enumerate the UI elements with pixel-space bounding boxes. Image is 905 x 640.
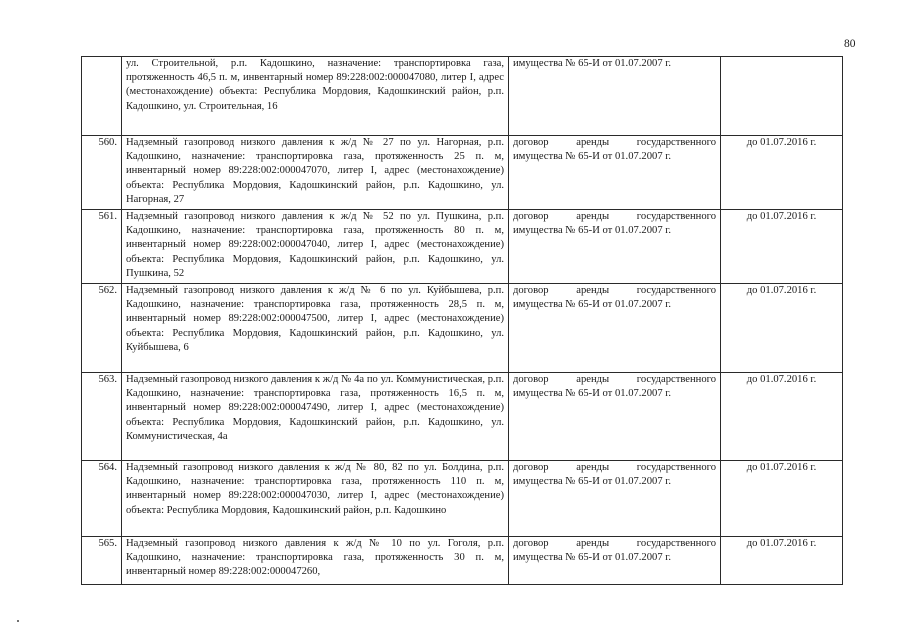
lease-agreement: договор аренды государственного имущества № 65-И от 01.07.2007 г. [509,136,721,210]
lease-agreement: договор аренды государственного имущества № 65-И от 01.07.2007 г. [509,537,721,585]
object-description: Надземный газопровод низкого давления к ж/д № 4а по ул. Коммунистическая, р.п. Кадошкино, назначение: транспортировка газа, протяженность 16,5 п. м, инвентарный номер 89:228:002:000047490, литер I, адрес (местонахождение) объекта: Республика Мордовия, Кадошкинский район, р.п. Кадошкино, ул. Коммунистическая, 4а [122,373,509,461]
row-number: 565. [82,537,122,585]
row-number [82,57,122,136]
table-row [82,284,843,373]
lease-term: до 01.07.2016 г. [721,284,843,373]
lease-term [721,57,843,136]
lease-agreement: договор аренды государственного имущества № 65-И от 01.07.2007 г. [509,373,721,461]
lease-agreement: имущества № 65-И от 01.07.2007 г. [509,57,721,136]
scan-speck [17,620,19,622]
table-row [82,136,843,210]
object-description: Надземный газопровод низкого давления к ж/д № 52 по ул. Пушкина, р.п. Кадошкино, назначение: транспортировка газа, протяженность 80 п. м, инвентарный номер 89:228:002:000047040, литер I, адрес (местонахождение) объекта: Республика Мордовия, Кадошкинский район, р.п. Кадошкино, ул. Пушкина, 52 [122,210,509,284]
lease-term: до 01.07.2016 г. [721,136,843,210]
property-register-table [81,56,843,585]
object-description: Надземный газопровод низкого давления к ж/д № 80, 82 по ул. Болдина, р.п. Кадошкино, назначение: транспортировка газа, протяженность 110 п. м, инвентарный номер 89:228:002:000047030, литер I, адрес (местонахождение) объекта: Республика Мордовия, Кадошкинский район, р.п. Кадошкино [122,461,509,537]
row-number: 563. [82,373,122,461]
table-row [82,461,843,537]
row-number: 562. [82,284,122,373]
row-number: 561. [82,210,122,284]
table-row [82,537,843,585]
lease-term: до 01.07.2016 г. [721,537,843,585]
row-number: 564. [82,461,122,537]
table-row [82,210,843,284]
object-description: Надземный газопровод низкого давления к ж/д № 6 по ул. Куйбышева, р.п. Кадошкино, назначение: транспортировка газа, протяженность 28,5 п. м, инвентарный номер 89:228:002:000047500, литер I, адрес (местонахождение) объекта: Республика Мордовия, Кадошкинский район, р.п. Кадошкино, ул. Куйбышева, 6 [122,284,509,373]
object-description: ул. Строительной, р.п. Кадошкино, назначение: транспортировка газа, протяженность 46,5 п. м, инвентарный номер 89:228:002:000047080, литер I, адрес (местонахождение) объекта: Республика Мордовия, Кадошкинский район, р.п. Кадошкино, ул. Строительная, 16 [122,57,509,136]
row-number: 560. [82,136,122,210]
object-description: Надземный газопровод низкого давления к ж/д № 10 по ул. Гоголя, р.п. Кадошкино, назначение: транспортировка газа, протяженность 30 п. м, инвентарный номер 89:228:002:000047260, [122,537,509,585]
lease-term: до 01.07.2016 г. [721,461,843,537]
page-number: 80 [844,38,856,50]
lease-term: до 01.07.2016 г. [721,210,843,284]
lease-agreement: договор аренды государственного имущества № 65-И от 01.07.2007 г. [509,210,721,284]
lease-agreement: договор аренды государственного имущества № 65-И от 01.07.2007 г. [509,461,721,537]
lease-term: до 01.07.2016 г. [721,373,843,461]
table-row [82,373,843,461]
object-description: Надземный газопровод низкого давления к ж/д № 27 по ул. Нагорная, р.п. Кадошкино, назначение: транспортировка газа, протяженность 25 п. м, инвентарный номер 89:228:002:000047070, литер I, адрес (местонахождение) объекта: Республика Мордовия, Кадошкинский район, р.п. Кадошкино, ул. Нагорная, 27 [122,136,509,210]
lease-agreement: договор аренды государственного имущества № 65-И от 01.07.2007 г. [509,284,721,373]
table-row [82,57,843,136]
